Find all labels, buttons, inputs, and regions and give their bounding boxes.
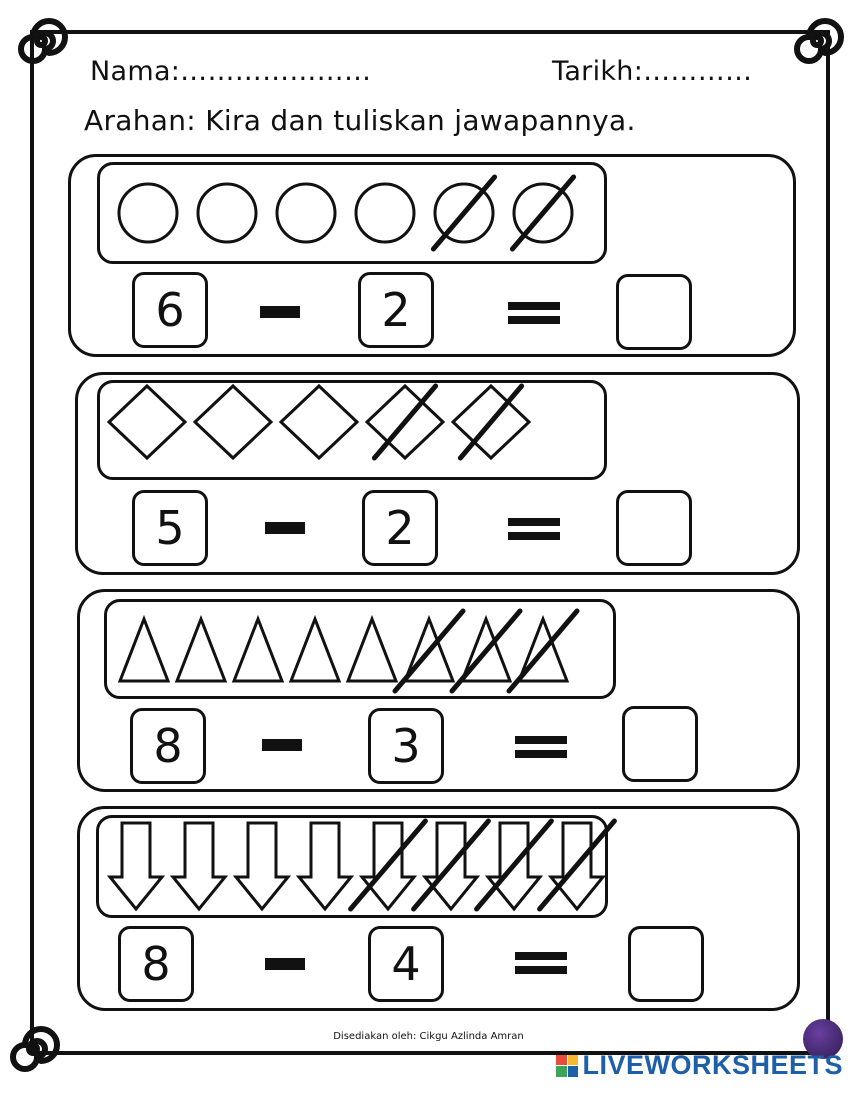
arrow-item	[236, 823, 288, 909]
arrow-item	[477, 821, 552, 909]
brand-mark-icon	[556, 1055, 578, 1077]
arrow-item	[110, 823, 162, 909]
minus-sign	[265, 958, 305, 970]
arrow-item	[351, 821, 426, 909]
name-field-label: Nama:…………………	[90, 56, 372, 87]
subtrahend-box-4: 4	[368, 926, 444, 1002]
answer-input-4[interactable]	[628, 926, 704, 1002]
brand-logo[interactable]	[556, 1050, 843, 1081]
minuend-box-1: 6	[132, 272, 208, 348]
subtrahend-box-1: 2	[358, 272, 434, 348]
arrow-item	[414, 821, 489, 909]
minuend-box-2: 5	[132, 490, 208, 566]
arrow-item	[173, 823, 225, 909]
credit-text: Disediakan oleh: Cikgu Azlinda Amran	[333, 1031, 524, 1042]
subtrahend-box-3: 3	[368, 708, 444, 784]
minuend-box-3: 8	[130, 708, 206, 784]
brand-name: LIVEWORKSHEETS	[582, 1050, 843, 1080]
instruction-text: Arahan: Kira dan tuliskan jawapannya.	[84, 104, 636, 137]
minuend-box-4: 8	[118, 926, 194, 1002]
arrow-item	[540, 821, 615, 909]
date-field-label: Tarikh:…………	[552, 56, 753, 87]
equals-sign	[515, 952, 567, 974]
subtrahend-box-2: 2	[362, 490, 438, 566]
arrow-item	[299, 823, 351, 909]
